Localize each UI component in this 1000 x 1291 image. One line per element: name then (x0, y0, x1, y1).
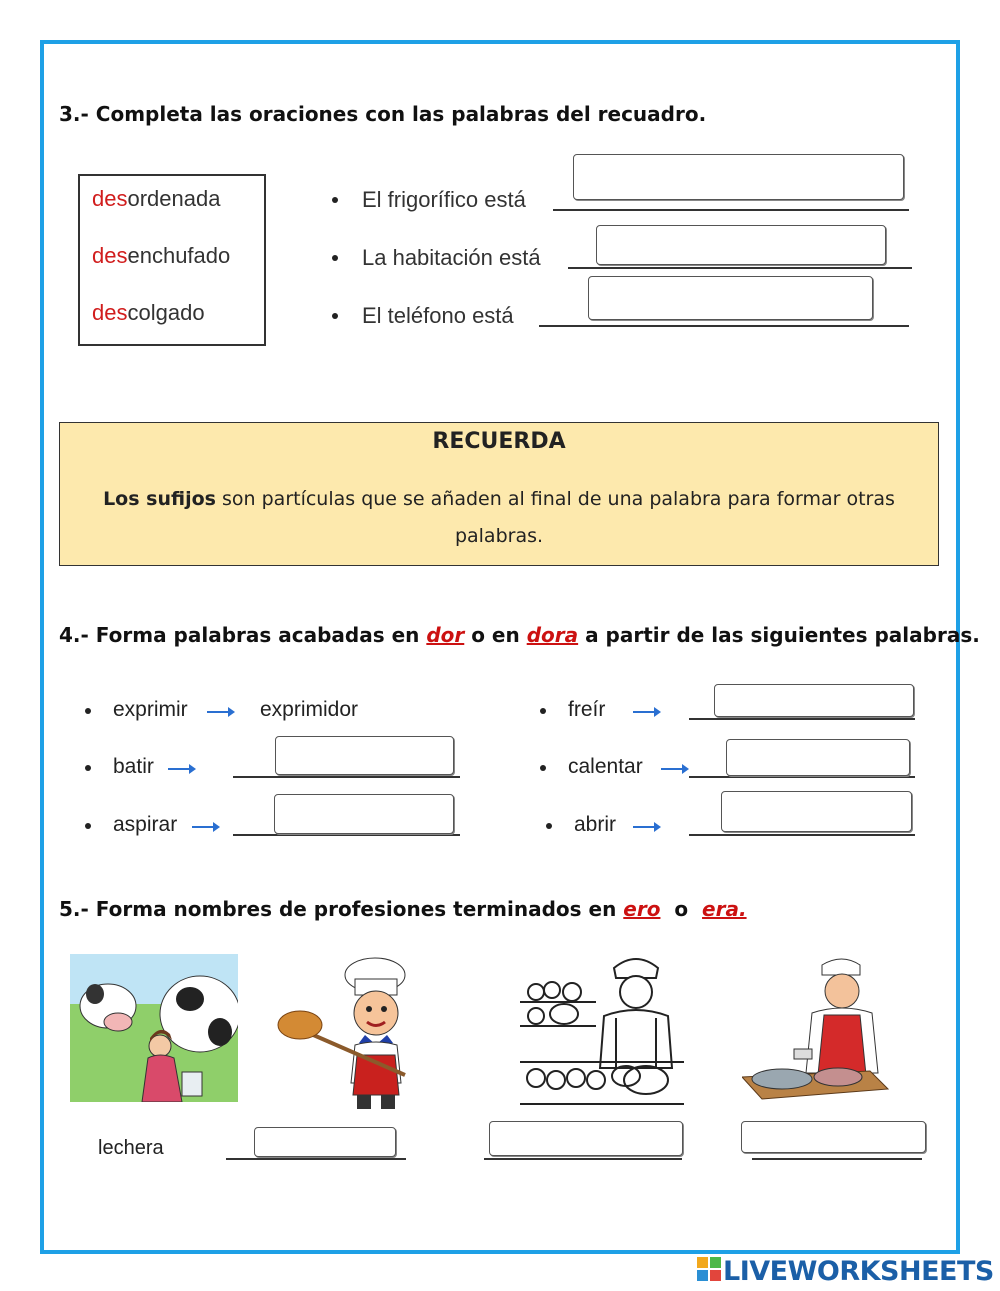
answer-line (539, 325, 909, 327)
baker-image (275, 955, 420, 1115)
answer-input-abrir[interactable] (721, 791, 912, 832)
arrow-icon (192, 826, 218, 828)
word-aspirar: aspirar (113, 813, 178, 836)
answer-input-profession-1[interactable] (254, 1127, 396, 1157)
answer-line (568, 267, 912, 269)
arrow-icon (633, 711, 659, 713)
answer-input-profession-2[interactable] (489, 1121, 683, 1156)
logo-text: LIVEWORKSHEETS (723, 1255, 994, 1287)
answer-line (553, 209, 909, 211)
sentence-1: El frigorífico está (362, 187, 526, 212)
answer-input-1[interactable] (573, 154, 904, 200)
example-answer: exprimidor (260, 698, 359, 721)
word-freir: freír (568, 698, 606, 721)
milkmaid-image (70, 954, 238, 1102)
arrow-icon (661, 768, 687, 770)
answer-line (226, 1158, 406, 1160)
word-item: desenchufado (92, 243, 231, 268)
answer-input-profession-3[interactable] (741, 1121, 926, 1153)
section3-heading: 3.- Completa las oraciones con las palabras del recuadro. (59, 102, 707, 126)
answer-input-2[interactable] (596, 225, 886, 265)
section4-heading: 4.- Forma palabras acabadas en dor o en dora a partir de las siguientes palabras. (59, 623, 980, 647)
answer-input-3[interactable] (588, 276, 873, 320)
liveworksheets-logo[interactable] (697, 1256, 994, 1286)
fishmonger-image (742, 953, 892, 1115)
answer-line (484, 1158, 682, 1160)
example-profession: lechera (98, 1137, 164, 1159)
word-item: descolgado (92, 300, 205, 325)
answer-line (752, 1158, 922, 1160)
greengrocer-image (516, 948, 686, 1110)
answer-input-freir[interactable] (714, 684, 914, 717)
section5-heading: 5.- Forma nombres de profesiones terminados en ero o era. (59, 897, 747, 921)
answer-input-aspirar[interactable] (274, 794, 454, 834)
word-batir: batir (113, 755, 154, 778)
answer-line (689, 718, 915, 720)
answer-line (233, 834, 460, 836)
answer-line (689, 834, 915, 836)
recuerda-text: Los sufijos son partículas que se añaden al final de una palabra para formar otras palabras. (103, 488, 895, 547)
word-exprimir: exprimir (113, 698, 188, 721)
answer-line (233, 776, 460, 778)
sentence-2: La habitación está (362, 245, 541, 270)
word-abrir: abrir (574, 813, 617, 836)
recuerda-box (59, 422, 939, 566)
word-item: desordenada (92, 186, 221, 211)
sentence-3: El teléfono está (362, 303, 514, 328)
answer-input-batir[interactable] (275, 736, 454, 775)
answer-line (689, 776, 915, 778)
recuerda-title: RECUERDA (432, 429, 566, 454)
answer-input-calentar[interactable] (726, 739, 910, 776)
arrow-icon (207, 711, 233, 713)
logo-icon (697, 1257, 723, 1285)
arrow-icon (633, 826, 659, 828)
word-calentar: calentar (568, 755, 643, 778)
arrow-icon (168, 768, 194, 770)
word-box (78, 174, 266, 346)
